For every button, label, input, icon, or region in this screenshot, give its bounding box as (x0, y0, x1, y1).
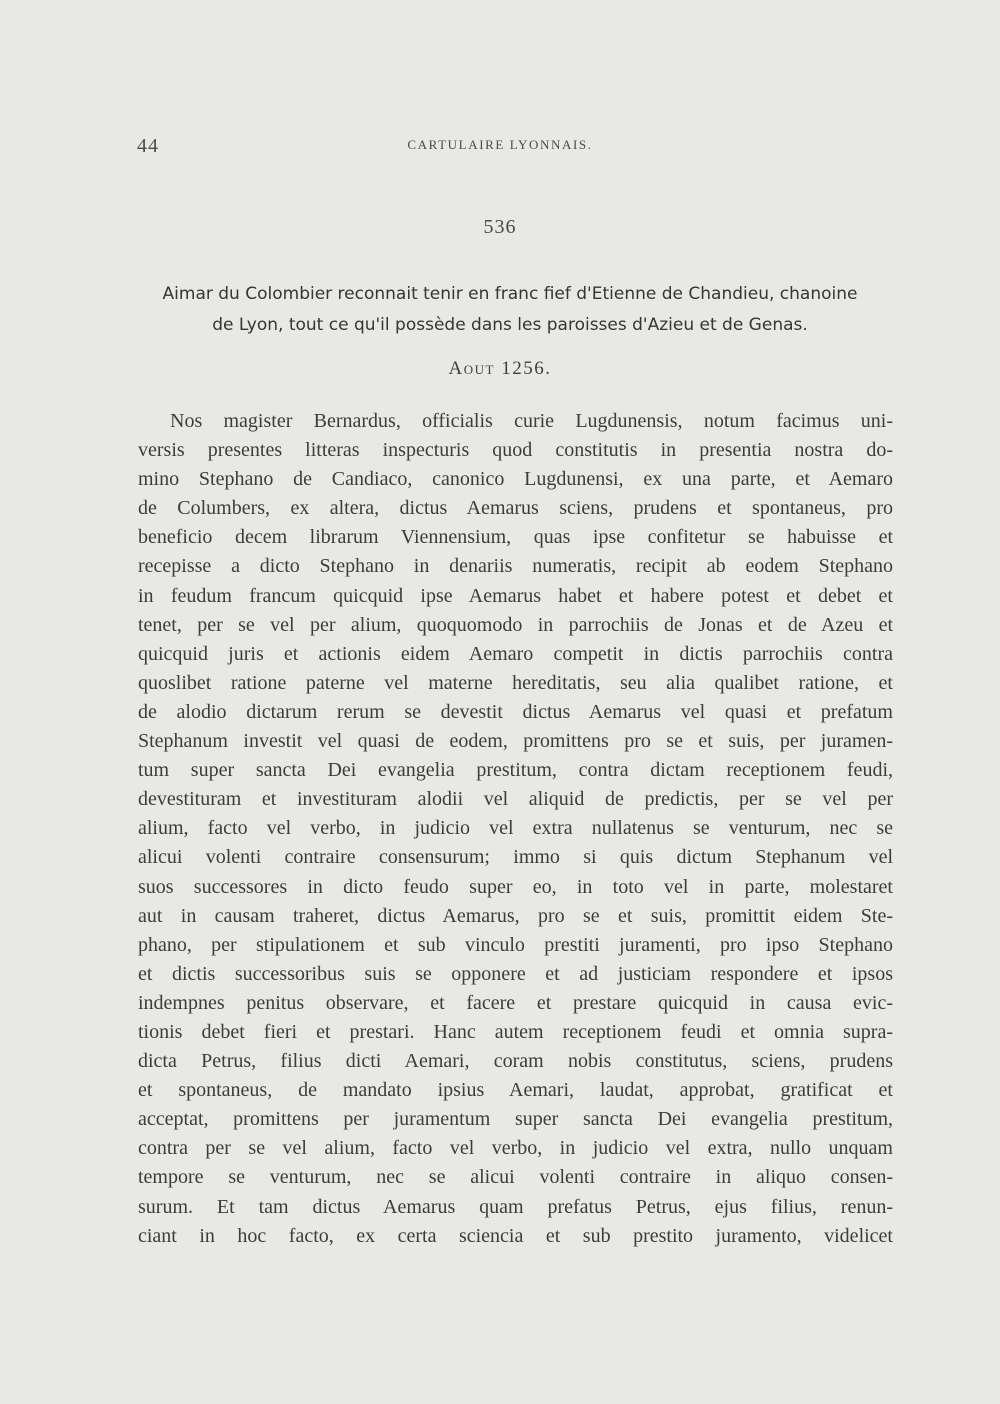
text-line: recepisse a dicto Stephano in denariis numeratis, recipit ab eodem Stephano (138, 555, 893, 578)
text-line: contra per se vel alium, facto vel verbo, in judicio vel extra, nullo unquam (138, 1137, 893, 1160)
document-summary (120, 279, 900, 341)
text-line: suos successores in dicto feudo super eo, in toto vel in parte, molestaret (138, 875, 893, 898)
text-line: alium, facto vel verbo, in judicio vel extra nullatenus se venturum, nec se (138, 817, 893, 840)
text-line: tenet, per se vel per alium, quoquomodo in parrochiis de Jonas et de Azeu et (138, 613, 893, 636)
document-number: 536 (483, 216, 517, 238)
text-line: dicta Petrus, filius dicti Aemari, coram nobis constitutus, sciens, prudens (138, 1050, 893, 1073)
page-number: 44 (137, 135, 159, 157)
summary-line: de Lyon, tout ce qu'il possède dans les paroisses d'Azieu et de Genas. (212, 315, 808, 335)
summary-line: Aimar du Colombier reconnait tenir en franc fief d'Etienne de Chandieu, chanoine (162, 284, 858, 304)
text-line: et spontaneus, de mandato ipsius Aemari, laudat, approbat, gratificat et (138, 1079, 893, 1102)
text-line: indempnes penitus observare, et facere et prestare quicquid in causa evic- (138, 991, 893, 1014)
document-date: Aout 1256. (448, 358, 552, 379)
text-line: devestituram et investituram alodii vel aliquid de predictis, per se vel per (138, 788, 893, 811)
text-line: surum. Et tam dictus Aemarus quam prefatus Petrus, ejus filius, renun- (138, 1195, 893, 1218)
text-line: quicquid juris et actionis eidem Aemaro competit in dictis parrochiis contra (138, 642, 893, 665)
text-line: tempore se venturum, nec se alicui volenti contraire in aliquo consen- (138, 1166, 893, 1189)
text-line: tum super sancta Dei evangelia prestitum, contra dictam receptionem feudi, (138, 759, 893, 782)
running-head: CARTULAIRE LYONNAIS. (407, 137, 593, 152)
text-line: phano, per stipulationem et sub vinculo prestiti juramenti, pro ipso Stephano (138, 933, 893, 956)
text-line: versis presentes litteras inspecturis quod constitutis in presentia nostra do- (138, 439, 893, 462)
text-line: in feudum francum quicquid ipse Aemarus habet et habere potest et debet et (138, 584, 893, 607)
text-line: quoslibet ratione paterne vel materne hereditatis, seu alia qualibet ratione, et (138, 671, 893, 694)
text-line: Stephanum investit vel quasi de eodem, promittens pro se et suis, per juramen- (138, 730, 893, 753)
text-line: de alodio dictarum rerum se devestit dictus Aemarus vel quasi et prefatum (138, 700, 893, 723)
text-line: acceptat, promittens per juramentum super sancta Dei evangelia prestitum, (138, 1108, 893, 1131)
text-line: Nos magister Bernardus, officialis curie Lugdunensis, notum facimus uni- (170, 410, 893, 432)
text-line: alicui volenti contraire consensurum; immo si quis dictum Stephanum vel (138, 846, 893, 869)
document-body (138, 407, 893, 1251)
text-line: de Columbers, ex altera, dictus Aemarus sciens, prudens et spontaneus, pro (138, 497, 893, 520)
page-header (0, 135, 1000, 159)
text-line: mino Stephano de Candiaco, canonico Lugdunensi, ex una parte, et Aemaro (138, 468, 893, 491)
text-line: tionis debet fieri et prestari. Hanc autem receptionem feudi et omnia supra- (138, 1020, 893, 1043)
text-line: ciant in hoc facto, ex certa sciencia et sub prestito juramento, videlicet (138, 1224, 893, 1247)
text-line: aut in causam traheret, dictus Aemarus, pro se et suis, promittit eidem Ste- (138, 904, 893, 927)
text-line: beneficio decem librarum Viennensium, quas ipse confitetur se habuisse et (138, 526, 893, 549)
text-line: et dictis successoribus suis se opponere et ad justiciam respondere et ipsos (138, 962, 893, 985)
